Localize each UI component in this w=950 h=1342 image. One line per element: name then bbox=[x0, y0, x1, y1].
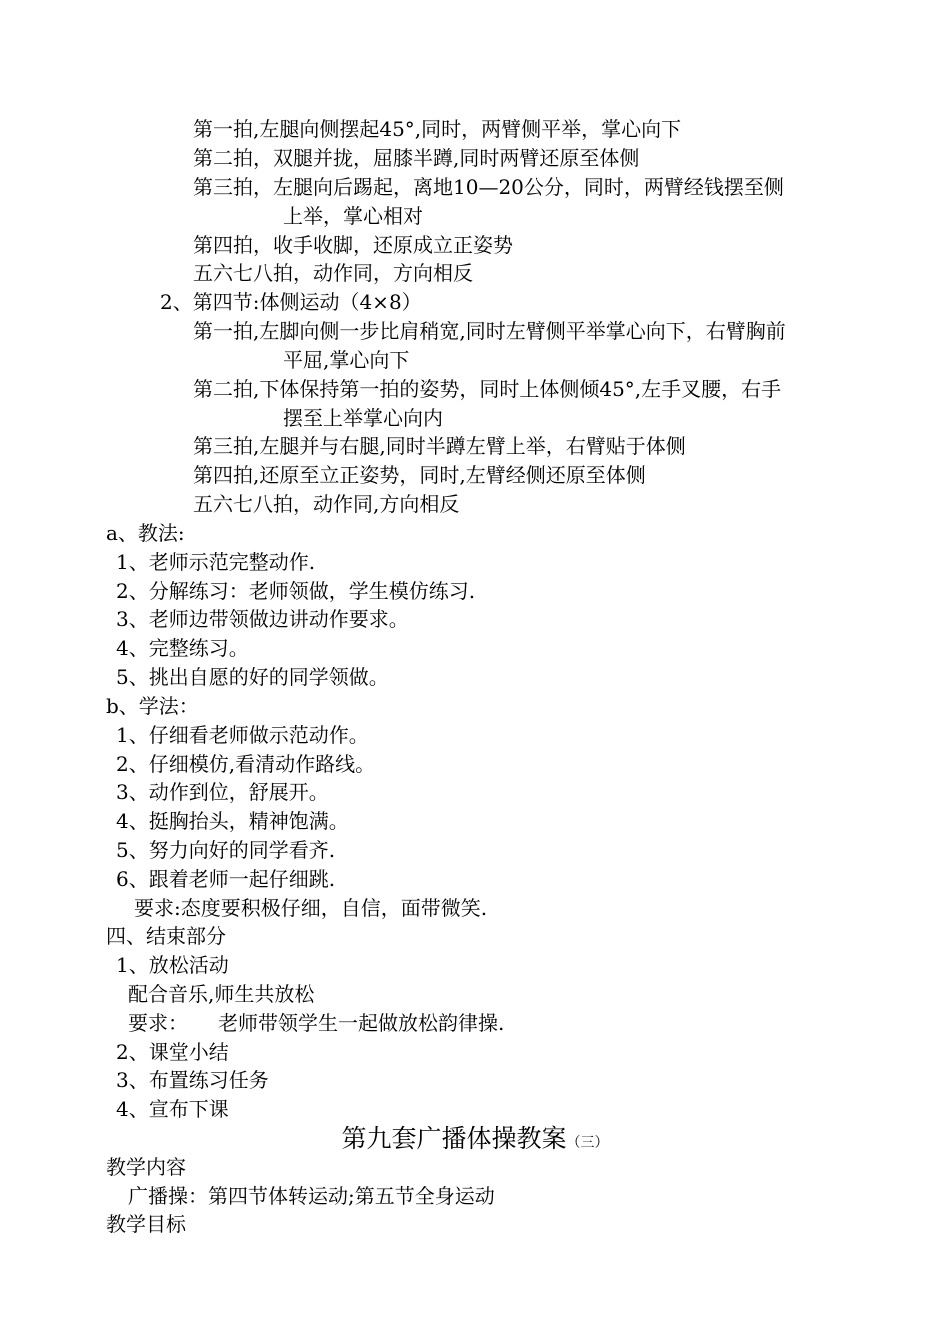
step-line-continuation: 平屈,掌心向下 bbox=[283, 348, 410, 372]
step-line: 五六七八拍，动作同，方向相反 bbox=[193, 261, 473, 285]
list-item: 4、完整练习。 bbox=[116, 636, 249, 660]
requirement-text: 要求： 老师带领学生一起做放松韵律操. bbox=[128, 1011, 505, 1035]
list-item: 1、老师示范完整动作. bbox=[116, 550, 316, 574]
list-item: 3、布置练习任务 bbox=[116, 1068, 269, 1092]
relax-description: 配合音乐,师生共放松 bbox=[128, 982, 315, 1006]
requirement-text: 要求:态度要积极仔细，自信，面带微笑. bbox=[134, 896, 488, 920]
lesson-title-text: 第九套广播体操教案 bbox=[341, 1124, 567, 1153]
list-item: 5、挑出自愿的好的同学领做。 bbox=[116, 665, 389, 689]
step-line: 第三拍，左腿向后踢起，离地10—20公分，同时，两臂经钱摆至侧 bbox=[193, 175, 784, 199]
section-heading: 2、第四节:体侧运动（4×8） bbox=[160, 290, 422, 314]
step-line: 五六七八拍，动作同,方向相反 bbox=[193, 492, 460, 516]
teaching-heading: a、教法: bbox=[106, 521, 185, 545]
list-item: 4、挺胸抬头，精神饱满。 bbox=[116, 809, 349, 833]
list-item: 2、仔细模仿,看清动作路线。 bbox=[116, 752, 376, 776]
step-line: 第二拍，双腿并拢，屈膝半蹲,同时两臂还原至体侧 bbox=[193, 146, 640, 170]
list-item: 3、老师边带领做边讲动作要求。 bbox=[116, 607, 409, 631]
step-line: 第二拍,下体保持第一拍的姿势，同时上体侧倾45°,左手叉腰，右手 bbox=[193, 377, 782, 401]
list-item: 1、仔细看老师做示范动作。 bbox=[116, 723, 369, 747]
content-text: 广播操：第四节体转运动;第五节全身运动 bbox=[128, 1184, 495, 1208]
step-line: 第四拍，收手收脚，还原成立正姿势 bbox=[193, 233, 513, 257]
list-item: 4、宣布下课 bbox=[116, 1097, 229, 1121]
step-line: 第一拍,左腿向侧摆起45°,同时，两臂侧平举，掌心向下 bbox=[193, 117, 682, 141]
content-heading: 教学内容 bbox=[106, 1155, 186, 1179]
step-line: 第三拍,左腿并与右腿,同时半蹲左臂上举，右臂贴于体侧 bbox=[193, 434, 686, 458]
list-item: 2、分解练习：老师领做，学生模仿练习. bbox=[116, 579, 476, 603]
list-item: 3、动作到位，舒展开。 bbox=[116, 780, 329, 804]
list-item: 2、课堂小结 bbox=[116, 1040, 229, 1064]
learning-heading: b、学法： bbox=[106, 694, 199, 718]
list-item: 1、放松活动 bbox=[116, 953, 229, 977]
goal-heading: 教学目标 bbox=[106, 1212, 186, 1236]
ending-heading: 四、结束部分 bbox=[106, 924, 226, 948]
step-line: 第四拍,还原至立正姿势，同时,左臂经侧还原至体侧 bbox=[193, 463, 646, 487]
step-line-continuation: 摆至上举掌心向内 bbox=[283, 406, 443, 430]
step-line-continuation: 上举，掌心相对 bbox=[283, 204, 423, 228]
lesson-title-note: （三） bbox=[566, 1135, 609, 1151]
step-line: 第一拍,左脚向侧一步比肩稍宽,同时左臂侧平举掌心向下，右臂胸前 bbox=[193, 319, 786, 343]
list-item: 6、跟着老师一起仔细跳. bbox=[116, 867, 336, 891]
list-item: 5、努力向好的同学看齐. bbox=[116, 838, 336, 862]
